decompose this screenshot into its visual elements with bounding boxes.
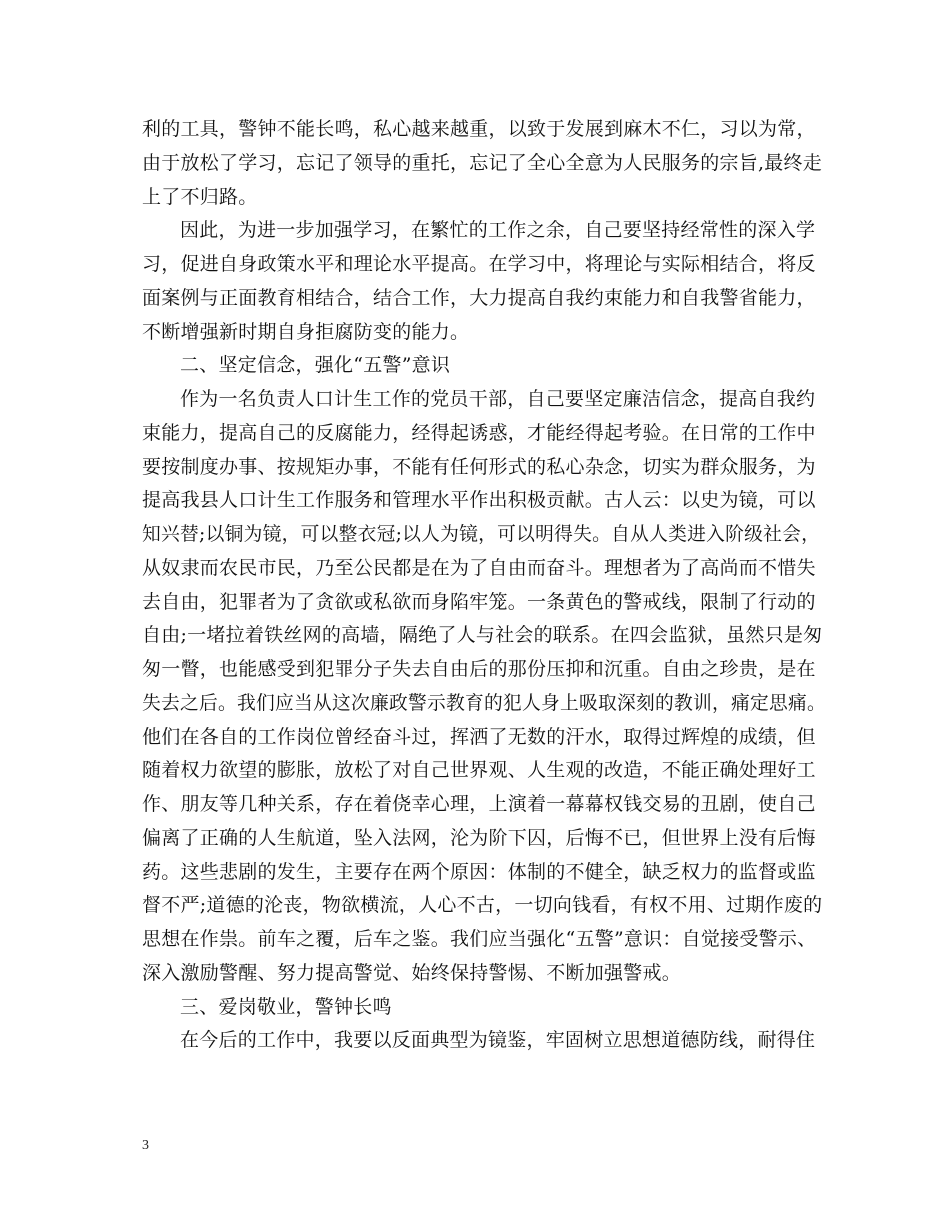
- text-line: [142, 721, 828, 755]
- text-line-content: 习，促进自身政策水平和理论水平提高。在学习中，将理论与实际相结合，将反: [142, 253, 816, 275]
- text-line: [142, 417, 828, 451]
- text-line: [142, 451, 828, 485]
- text-line: [142, 754, 828, 788]
- text-line-content: 上了不归路。: [142, 185, 258, 208]
- text-line-content: 随着权力欲望的膨胀，放松了对自己世界观、人生观的改造，不能正确处理好工: [142, 759, 816, 782]
- text-line-content: 不断增强新时期自身拒腐防变的能力。: [142, 320, 470, 343]
- text-line: [142, 923, 828, 957]
- text-line-content: 利的工具，警钟不能长鸣，私心越来越重，以致于发展到麻木不仁，习以为常，: [142, 118, 816, 140]
- text-line: [142, 518, 828, 552]
- text-line-content: 失去之后。我们应当从这次廉政警示教育的犯人身上吸取深刻的教训，痛定思痛。: [142, 692, 826, 714]
- text-line-content: 三、爱岗敬业，警钟长鸣: [180, 995, 392, 1018]
- text-line: [142, 282, 828, 316]
- text-line-content: 知兴替;以铜为镜，可以整衣冠;以人为镜，可以明得失。自从人类进入阶级社会，: [142, 524, 821, 545]
- text-line: [142, 484, 828, 518]
- text-line-content: 思想在作祟。前车之覆，后车之鉴。我们应当强化“五警”意识：自觉接受警示、: [142, 928, 817, 950]
- text-line: [142, 316, 828, 350]
- text-line-content: 深入激励警醒、努力提高警觉、始终保持警惕、不断加强警戒。: [142, 961, 682, 984]
- text-line: [142, 181, 828, 215]
- text-line: [142, 856, 828, 890]
- text-line-content: 二、坚定信念，强化“五警”意识: [180, 354, 451, 377]
- text-line-content: 去自由，犯罪者为了贪欲或私欲而身陷牢笼。一条黄色的警戒线，限制了行动的: [142, 590, 816, 613]
- text-line: [142, 653, 828, 687]
- text-line-content: 匆一瞥，也能感受到犯罪分子失去自由后的那份压抑和沉重。自由之珍贵，是在: [142, 658, 816, 680]
- text-line: [142, 619, 828, 653]
- text-line: [142, 991, 828, 1025]
- text-line-content: 要按制度办事、按规矩办事，不能有任何形式的私心杂念，切实为群众服务，为: [142, 455, 816, 478]
- text-line: [142, 113, 828, 147]
- text-line: [142, 957, 828, 991]
- text-line-content: 偏离了正确的人生航道，坠入法网，沦为阶下囚，后悔不已，但世界上没有后悔: [142, 826, 816, 849]
- text-line-content: 从奴隶而农民市民，乃至公民都是在为了自由而奋斗。理想者为了高尚而不惜失: [142, 556, 816, 579]
- text-line-content: 作为一名负责人口计生工作的党员干部，自己要坚定廉洁信念，提高自我约: [180, 388, 816, 410]
- text-line: [142, 889, 828, 923]
- text-line: [142, 383, 828, 417]
- text-line: [142, 586, 828, 620]
- text-line: [142, 687, 828, 721]
- text-line-content: 在今后的工作中，我要以反面典型为镜鉴，牢固树立思想道德防线，耐得住: [180, 1029, 816, 1052]
- text-line: [142, 248, 828, 282]
- text-line: [142, 214, 828, 248]
- text-line-content: 面案例与正面教育相结合，结合工作，大力提高自我约束能力和自我警省能力，: [142, 286, 816, 309]
- text-line: [142, 1024, 828, 1058]
- text-line: [142, 788, 828, 822]
- text-line: [142, 147, 828, 181]
- text-line-content: 因此，为进一步加强学习，在繁忙的工作之余，自己要坚持经常性的深入学: [180, 219, 816, 242]
- text-line-content: 他们在各自的工作岗位曾经奋斗过，挥洒了无数的汗水，取得过辉煌的成绩，但: [142, 725, 816, 748]
- page-number: 3: [142, 1138, 149, 1153]
- text-line-content: 自由;一堵拉着铁丝网的高墙，隔绝了人与社会的联系。在四会监狱，虽然只是匆: [142, 624, 823, 647]
- text-line-content: 提高我县人口计生工作服务和管理水平作出积极贡献。古人云：以史为镜，可以: [142, 489, 816, 512]
- text-line-content: 作、朋友等几种关系，存在着侥幸心理，上演着一幕幕权钱交易的丑剧，使自己: [142, 793, 816, 815]
- text-line: [142, 822, 828, 856]
- text-line-content: 束能力，提高自己的反腐能力，经得起诱惑，才能经得起考验。在日常的工作中: [142, 421, 816, 444]
- text-line-content: 药。这些悲剧的发生，主要存在两个原因：体制的不健全，缺乏权力的监督或监: [142, 860, 816, 883]
- text-line: [142, 349, 828, 383]
- text-line: [142, 552, 828, 586]
- document-body: [142, 113, 828, 1058]
- text-line-content: 督不严;道德的沦丧，物欲横流，人心不古，一切向钱看，有权不用、过期作废的: [142, 894, 823, 917]
- text-line-content: 由于放松了学习，忘记了领导的重托，忘记了全心全意为人民服务的宗旨,最终走: [142, 151, 823, 174]
